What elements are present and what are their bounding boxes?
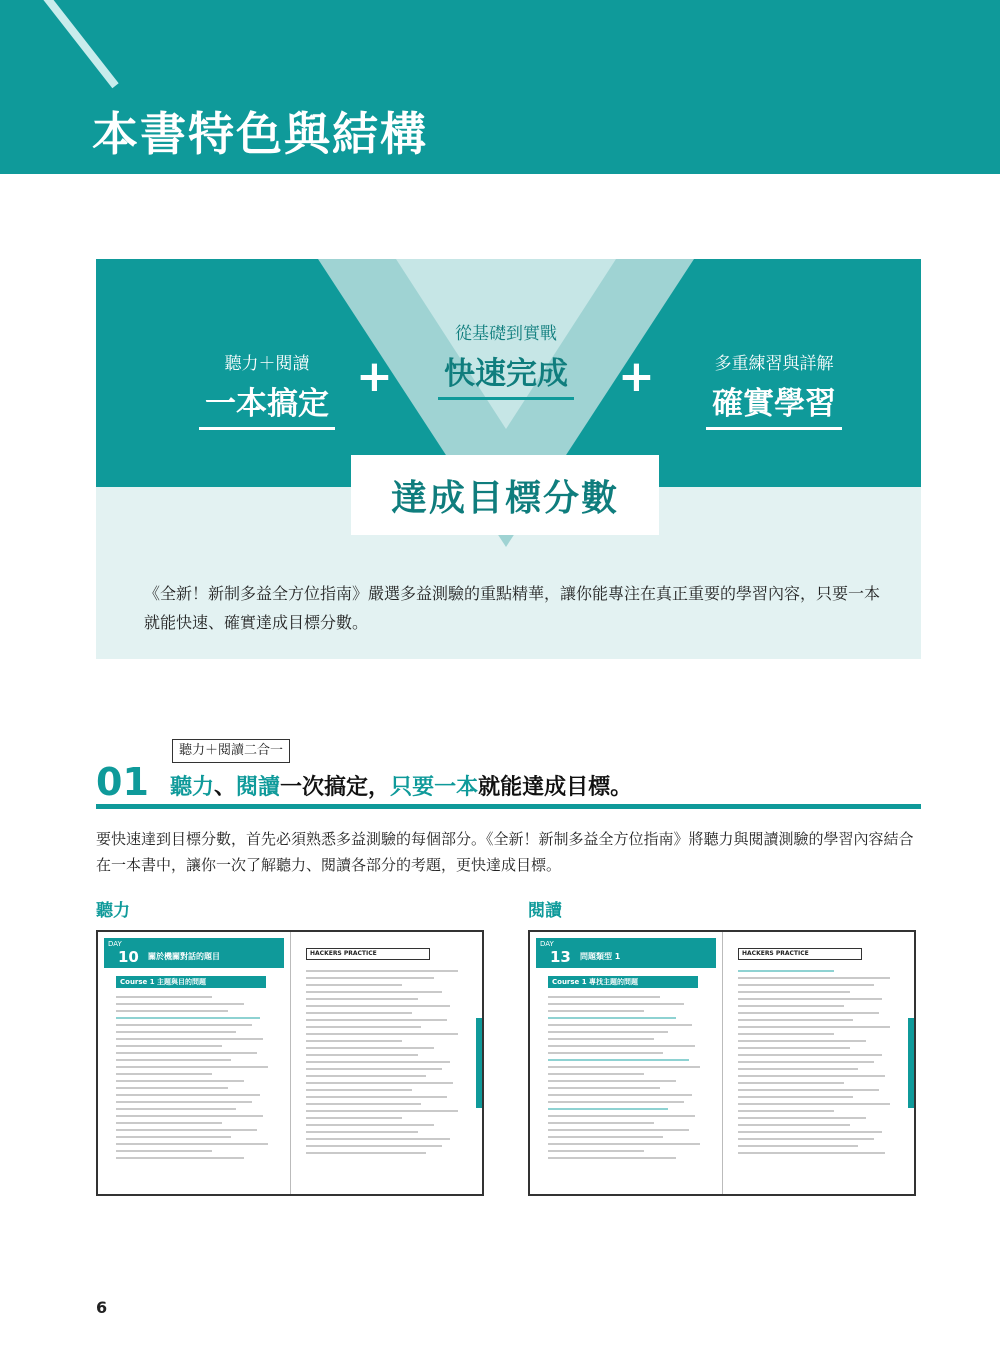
section-paragraph: 要快速達到目標分數，首先必須熟悉多益測驗的每個部分。《全新！新制多益全方位指南》將聽力與閱讀測驗的學習內容結合在一本書中，讓你一次了解聽力、閱讀各部分的考題，更快達成目標。	[96, 830, 914, 874]
side-tab	[908, 1018, 914, 1108]
left-page-text	[548, 996, 708, 1164]
course-banner: Course 1 專找主題的問題	[548, 976, 698, 988]
decorative-slash	[20, 0, 119, 88]
heading-part-listening: 聽力	[170, 775, 215, 800]
feature-two	[426, 319, 586, 400]
feature-one-small: 聽力＋閱讀	[224, 354, 310, 374]
day-topic: 關於機關對話的題目	[148, 952, 220, 961]
page-number: 6	[96, 1298, 108, 1317]
day-label: DAY	[540, 940, 554, 948]
listening-page-preview	[96, 930, 484, 1196]
feature-two-small: 從基礎到實戰	[455, 324, 557, 344]
course-banner: Course 1 主題與目的問題	[116, 976, 266, 988]
listening-label: 聽力	[96, 901, 130, 921]
feature-three-big: 確實學習	[706, 378, 842, 430]
feature-three-small: 多重練習與詳解	[714, 354, 834, 374]
side-tab	[476, 1018, 482, 1108]
day-banner	[104, 938, 284, 968]
intro-panel	[96, 259, 921, 659]
right-page-text	[306, 970, 466, 1159]
page-header	[0, 0, 1000, 174]
plus-sign-one: +	[356, 351, 393, 402]
plus-sign-two: +	[618, 351, 655, 402]
day-topic: 問題類型 1	[580, 952, 621, 961]
feature-three	[694, 349, 854, 430]
heading-part-once: 一次搞定，	[280, 775, 391, 800]
heading-part-comma: 、	[214, 775, 237, 800]
day-number: 10	[118, 948, 139, 966]
day-banner	[536, 938, 716, 968]
practice-title: HACKERS PRACTICE	[306, 948, 430, 960]
section-rule	[96, 804, 921, 809]
reading-page-preview	[528, 930, 916, 1196]
intro-text: 《全新！新制多益全方位指南》嚴選多益測驗的重點精華，讓你能專注在真正重要的學習內容，只要一本就能快速、確實達成目標分數。	[144, 584, 881, 632]
reading-label: 閱讀	[528, 901, 562, 921]
practice-title: HACKERS PRACTICE	[738, 948, 862, 960]
feature-one-big: 一本搞定	[199, 378, 335, 430]
feature-one	[192, 349, 342, 430]
goal-box: 達成目標分數	[351, 455, 659, 535]
page-fold	[722, 932, 723, 1194]
heading-part-reading: 閱讀	[236, 775, 281, 800]
page-fold	[290, 932, 291, 1194]
section-heading	[170, 770, 632, 801]
section-number: 01	[96, 760, 149, 804]
feature-two-big: 快速完成	[438, 348, 574, 400]
right-page-text	[738, 970, 898, 1159]
day-number: 13	[550, 948, 571, 966]
day-label: DAY	[108, 940, 122, 948]
page-title: 本書特色與結構	[92, 107, 428, 161]
heading-part-one-book: 只要一本	[390, 775, 479, 800]
heading-part-goal: 就能達成目標。	[478, 775, 633, 800]
section-tag: 聽力＋閱讀二合一	[172, 739, 290, 763]
left-page-text	[116, 996, 276, 1164]
